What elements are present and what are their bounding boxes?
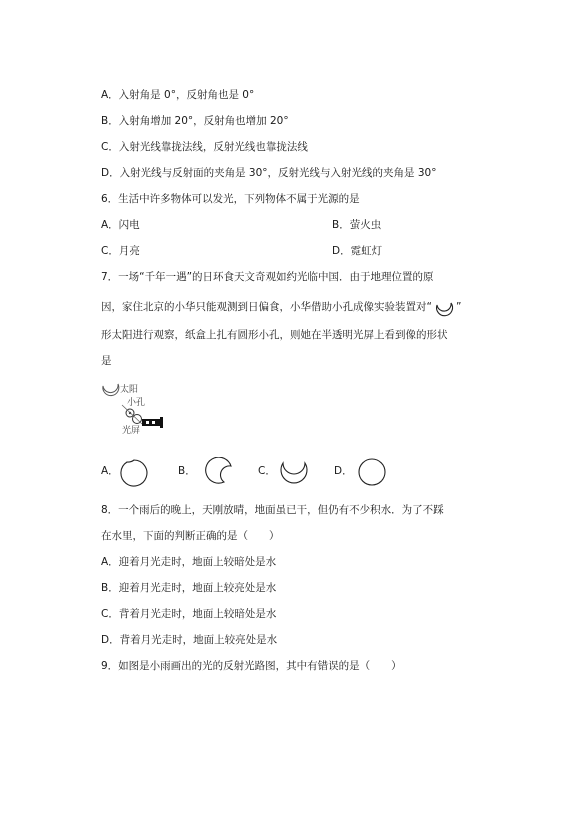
shape-b-icon	[178, 457, 240, 487]
q8-stem-line1: 8．一个雨后的晚上，天刚放晴，地面虽已干，但仍有不少积水．为了不踩	[101, 504, 444, 516]
q7-choice-c[interactable]	[258, 457, 318, 487]
q6-option-b: B．萤火虫	[332, 219, 382, 231]
q7-stem-line2-close-quote: ”	[455, 301, 462, 313]
q8-option-d: D．背着月光走时，地面上较亮处是水	[101, 634, 278, 646]
q5-option-d: D．入射光线与反射面的夹角是 30°，反射光线与入射光线的夹角是 30°	[101, 167, 437, 179]
q7-stem-line4: 是	[101, 355, 112, 367]
q6-option-d: D．霓虹灯	[332, 245, 383, 257]
q7-choice-c-label: C．	[258, 465, 276, 477]
q5-option-c: C．入射光线靠拢法线，反射光线也靠拢法线	[101, 141, 308, 153]
screen-label: 光屏	[122, 426, 141, 436]
q7-choice-b[interactable]	[178, 457, 240, 487]
q7-stem-line3: 形太阳进行观察，纸盒上扎有圆形小孔，则她在半透明光屏上看到像的形状	[101, 329, 448, 341]
q6-option-a: A．闪电	[101, 219, 140, 231]
q5-option-a: A．入射角是 0°，反射角也是 0°	[101, 89, 255, 101]
q8-stem-line2: 在水里，下面的判断正确的是（ ）	[101, 530, 280, 542]
q7-choice-d[interactable]	[334, 457, 394, 487]
shape-c-icon	[258, 457, 318, 487]
q8-option-a: A．迎着月光走时，地面上较暗处是水	[101, 556, 277, 568]
q7-choice-a[interactable]	[101, 457, 161, 487]
q5-option-b: B．入射角增加 20°，反射角也增加 20°	[101, 115, 289, 127]
q7-stem-line1: 7．一场“千年一遇”的日环食天文奇观如约光临中国．由于地理位置的原	[101, 271, 434, 283]
hole-label: 小孔	[127, 398, 146, 408]
q7-choice-b-label: B．	[178, 465, 196, 477]
q7-stem-line2-text: 因，家住北京的小华只能观测到日偏食，小华借助小孔成像实验装置对“	[101, 301, 432, 313]
sun-label: 太阳	[120, 385, 139, 395]
shape-d-icon	[334, 457, 394, 487]
q7-choice-a-label: A．	[101, 465, 119, 477]
q6-stem: 6．生活中许多物体可以发光，下列物体不属于光源的是	[101, 193, 360, 205]
q6-option-c: C．月亮	[101, 245, 140, 257]
partial-sun-icon	[433, 297, 455, 317]
sun-shape-icon	[103, 384, 119, 396]
q7-choice-d-label: D．	[334, 465, 353, 477]
q8-option-b: B．迎着月光走时，地面上较亮处是水	[101, 582, 277, 594]
shape-a-icon	[101, 457, 161, 487]
q7-stem-line2	[101, 297, 461, 317]
q8-option-c: C．背着月光走时，地面上较暗处是水	[101, 608, 277, 620]
q9-stem: 9．如图是小雨画出的光的反射光路图，其中有错误的是（ ）	[101, 660, 402, 672]
pinhole-diagram	[100, 378, 180, 436]
pinhole-apparatus-figure	[100, 378, 180, 436]
